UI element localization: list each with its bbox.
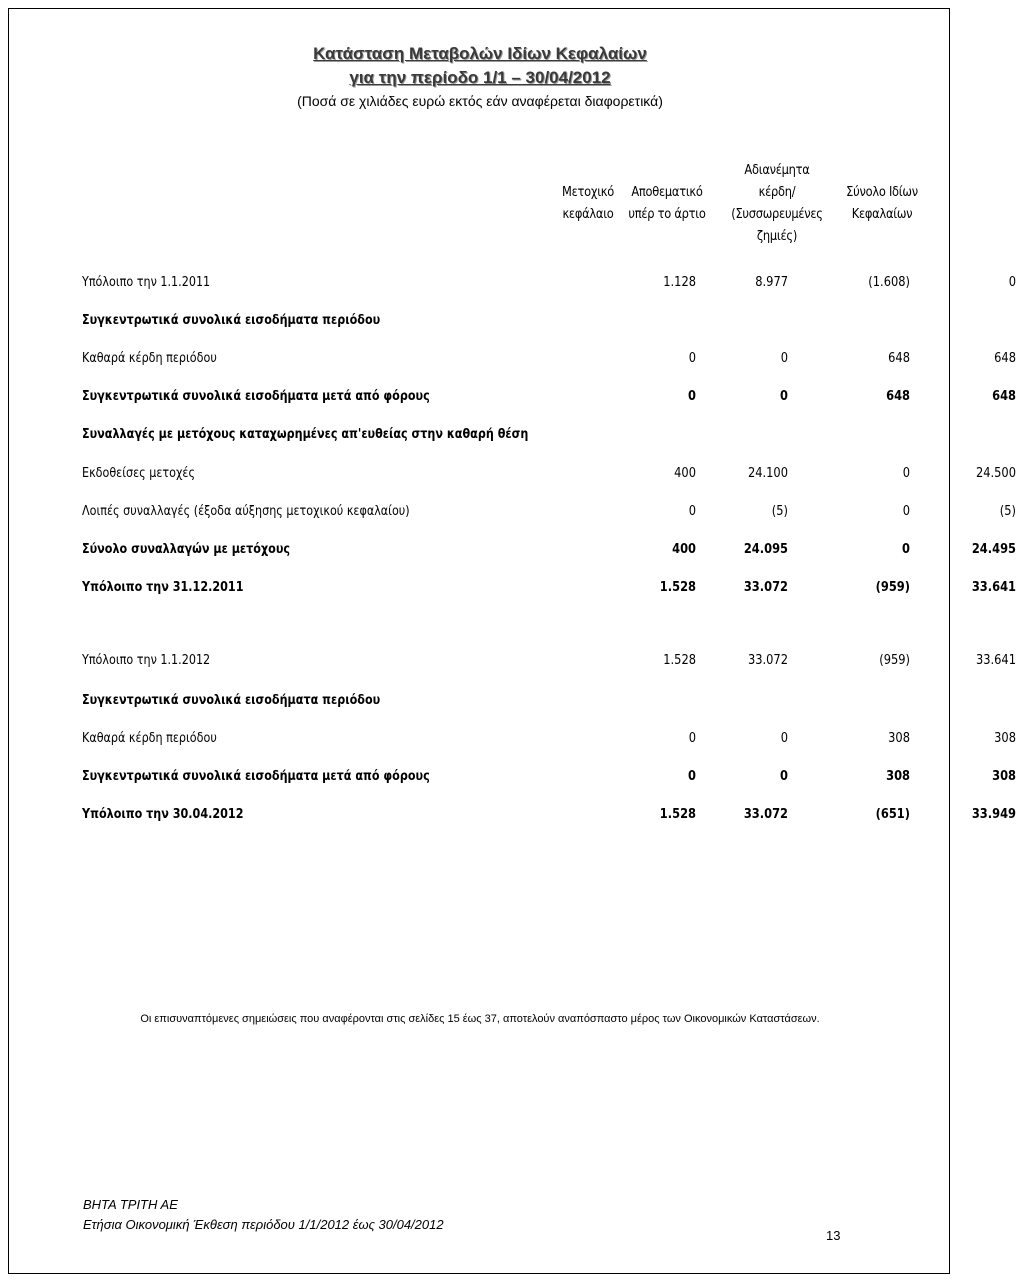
cell-total-equity: 33.641 <box>971 580 1016 595</box>
column-header-total-equity: Σύνολο Ιδίων Κεφαλαίων <box>846 185 918 222</box>
row-label: Συγκεντρωτικά συνολικά εισοδήματα μετά από φόρους <box>82 769 430 784</box>
row-label: Υπόλοιπο την 1.1.2012 <box>82 653 211 668</box>
cell-share-capital: 1.528 <box>659 807 696 822</box>
cell-retained-earnings: 0 <box>902 466 910 481</box>
cell-retained-earnings: 308 <box>886 769 910 784</box>
row-label: Λοιπές συναλλαγές (έξοδα αύξησης μετοχικού κεφαλαίου) <box>82 504 410 519</box>
footer-company: ΒΗΤΑ ΤΡΙΤΗ ΑΕ <box>83 1197 178 1212</box>
cell-share-capital: 1.528 <box>663 653 696 668</box>
statement-period: για την περίοδο 1/1 – 30/04/2012 <box>349 68 611 87</box>
cell-share-premium: 24.100 <box>747 466 788 481</box>
cell-total-equity: 33.641 <box>975 653 1016 668</box>
cell-retained-earnings: 648 <box>886 389 910 404</box>
table-row-total <box>82 766 1016 788</box>
row-label: Σύνολο συναλλαγών με μετόχους <box>82 542 291 557</box>
cell-total-equity: 24.500 <box>975 466 1016 481</box>
cell-retained-earnings: 648 <box>888 351 910 366</box>
cell-share-capital: 0 <box>688 731 696 746</box>
cell-share-premium: 0 <box>780 389 788 404</box>
cell-total-equity: 0 <box>1008 275 1016 290</box>
table-row <box>82 728 1016 750</box>
cell-total-equity: (5) <box>999 504 1016 519</box>
statement-subtitle: (Ποσά σε χιλιάδες ευρώ εκτός εάν αναφέρεται διαφορετικά) <box>297 93 663 109</box>
section-heading <box>82 424 922 446</box>
row-label: Υπόλοιπο την 1.1.2011 <box>82 275 211 290</box>
cell-retained-earnings: (651) <box>875 807 910 822</box>
table-row-total <box>82 386 1016 408</box>
cell-share-premium: 33.072 <box>743 807 788 822</box>
cell-share-capital: 400 <box>674 466 696 481</box>
cell-share-premium: 33.072 <box>747 653 788 668</box>
cell-retained-earnings: 308 <box>888 731 910 746</box>
cell-total-equity: 648 <box>992 389 1016 404</box>
cell-retained-earnings: 0 <box>902 504 910 519</box>
row-label: Καθαρά κέρδη περιόδου <box>82 351 217 366</box>
table-row <box>82 272 1016 294</box>
cell-total-equity: 24.495 <box>971 542 1016 557</box>
cell-share-premium: 0 <box>780 769 788 784</box>
row-label: Υπόλοιπο την 31.12.2011 <box>82 580 244 595</box>
statement-header <box>0 42 960 112</box>
cell-share-premium: 8.977 <box>755 275 788 290</box>
cell-total-equity: 648 <box>994 351 1016 366</box>
cell-retained-earnings: 0 <box>902 542 910 557</box>
cell-total-equity: 33.949 <box>971 807 1016 822</box>
page-footer <box>83 1195 444 1235</box>
table-row-balance <box>82 804 1016 826</box>
row-label: Συναλλαγές με μετόχους καταχωρημένες απ'ευθείας στην καθαρή θέση <box>82 427 529 442</box>
cell-share-premium: 0 <box>780 731 788 746</box>
section-heading <box>82 690 922 712</box>
footer-report-title: Ετήσια Οικονομική Έκθεση περιόδου 1/1/2012 έως 30/04/2012 <box>83 1217 444 1232</box>
cell-total-equity: 308 <box>992 769 1016 784</box>
cell-total-equity: 308 <box>994 731 1016 746</box>
cell-share-capital: 0 <box>688 769 696 784</box>
row-label: Συγκεντρωτικά συνολικά εισοδήματα περιόδου <box>82 313 381 328</box>
table-row <box>82 348 1016 370</box>
cell-share-capital: 0 <box>688 504 696 519</box>
row-label: Συγκεντρωτικά συνολικά εισοδήματα μετά από φόρους <box>82 389 430 404</box>
statement-title: Κατάσταση Μεταβολών Ιδίων Κεφαλαίων <box>313 44 647 63</box>
table-row <box>82 463 1016 485</box>
cell-share-premium: 24.095 <box>743 542 788 557</box>
page-number: 13 <box>826 1228 841 1243</box>
section-heading <box>82 310 922 332</box>
cell-share-premium: 0 <box>780 351 788 366</box>
row-label: Καθαρά κέρδη περιόδου <box>82 731 217 746</box>
row-label: Συγκεντρωτικά συνολικά εισοδήματα περιόδου <box>82 693 381 708</box>
table-row <box>82 501 1016 523</box>
cell-share-capital: 1.128 <box>663 275 696 290</box>
cell-retained-earnings: (959) <box>875 580 910 595</box>
row-label: Υπόλοιπο την 30.04.2012 <box>82 807 244 822</box>
cell-share-capital: 1.528 <box>659 580 696 595</box>
table-row <box>82 650 1016 672</box>
cell-retained-earnings: (1.608) <box>868 275 910 290</box>
cell-retained-earnings: (959) <box>879 653 910 668</box>
table-row-total <box>82 539 1016 561</box>
column-header-share-capital: Μετοχικό κεφάλαιο <box>561 185 615 222</box>
row-label: Εκδοθείσες μετοχές <box>82 466 196 481</box>
footnote: Οι επισυναπτόμενες σημειώσεις που αναφέρονται στις σελίδες 15 έως 37, αποτελούν αναπόσπαστο μέρος των Οικονομικών Καταστάσεων. <box>140 1013 820 1025</box>
cell-share-capital: 400 <box>672 542 696 557</box>
cell-share-premium: 33.072 <box>743 580 788 595</box>
cell-share-capital: 0 <box>688 389 696 404</box>
column-header-retained-earnings: Αδιανέμητα κέρδη/ (Συσσωρευμένες ζημιές) <box>731 163 823 244</box>
table-row-balance <box>82 577 1016 599</box>
cell-share-capital: 0 <box>688 351 696 366</box>
column-header-share-premium: Αποθεματικό υπέρ το άρτιο <box>628 185 706 222</box>
cell-share-premium: (5) <box>771 504 788 519</box>
